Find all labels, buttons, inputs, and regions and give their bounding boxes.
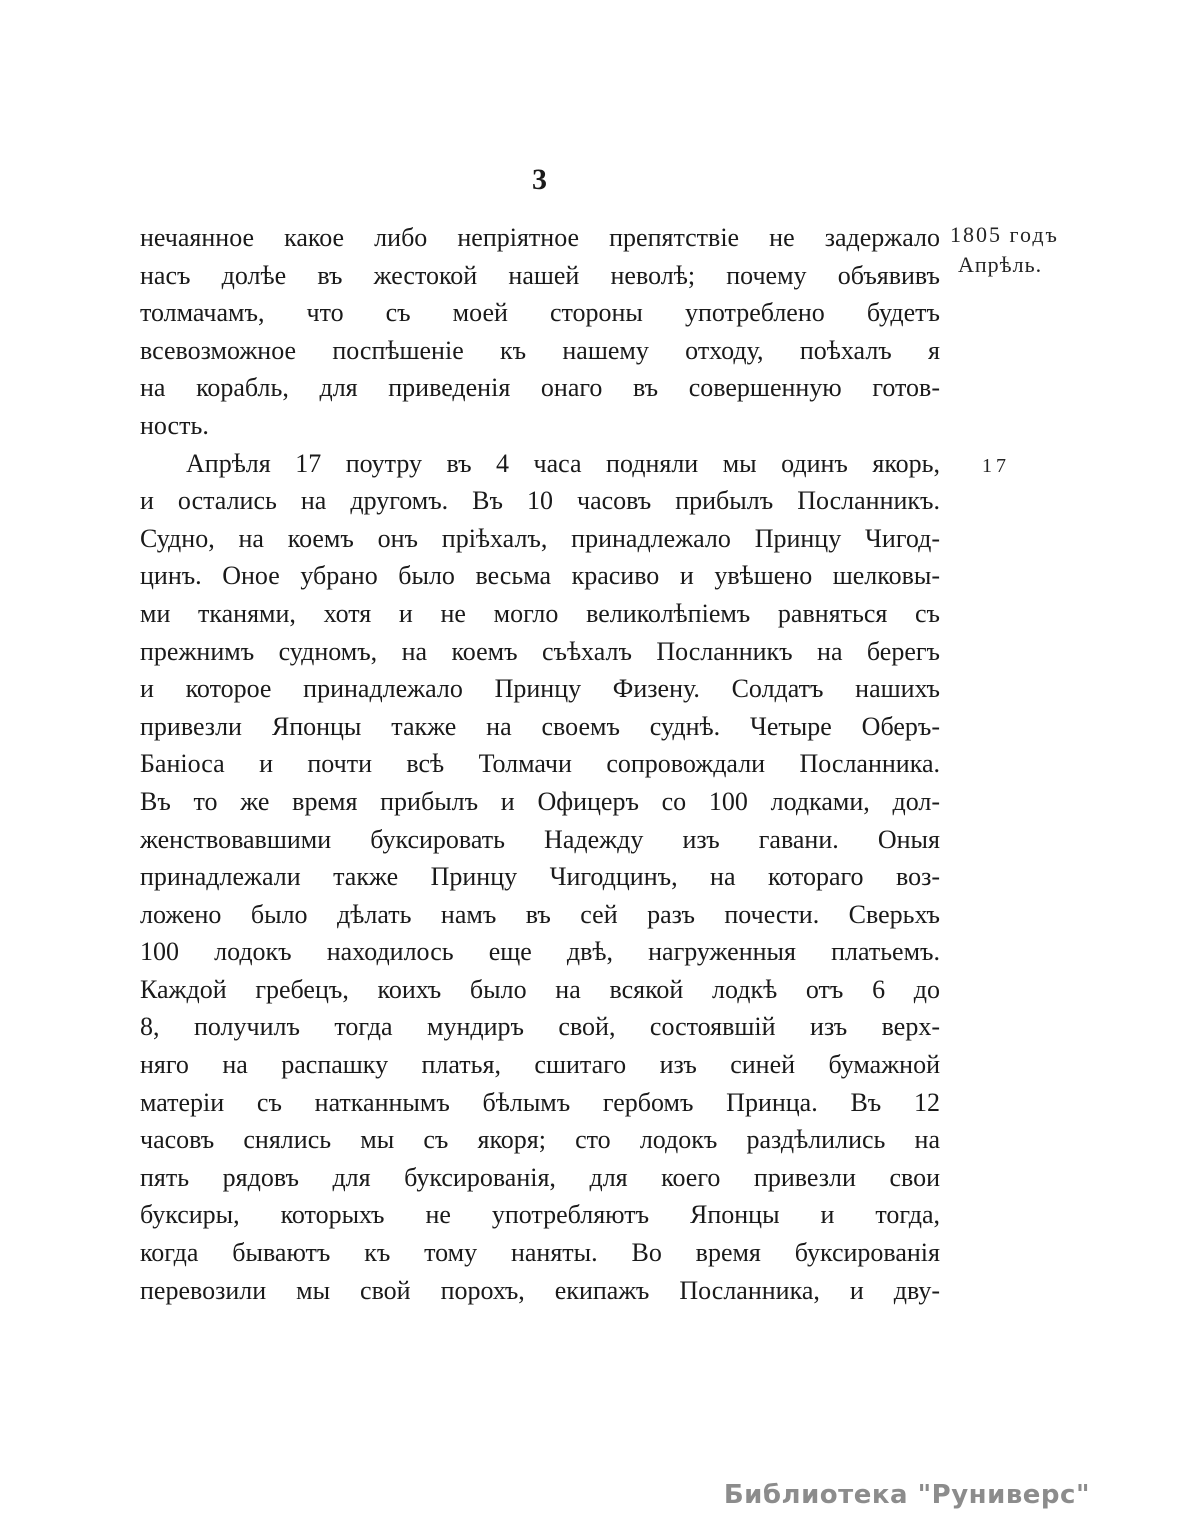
text-line: привезли Японцы также на своемъ суднѣ. Четыре Оберъ- xyxy=(140,711,940,741)
page-number: 3 xyxy=(532,163,548,196)
text-line: и остались на другомъ. Въ 10 часовъ прибылъ Посланникъ. xyxy=(140,486,940,516)
body-text xyxy=(140,219,940,1309)
text-line: нечаянное какое либо непріятное препятствіе не задержало xyxy=(140,223,940,252)
text-line: ми тканями, хотя и не могло великолѣпіемъ равняться съ xyxy=(140,598,940,628)
text-line: и которое принадлежало Принцу Физену. Солдатъ нашихъ xyxy=(140,674,940,704)
text-line: перевозили мы свой порохъ, екипажъ Посланника, и дву- xyxy=(140,1275,940,1305)
text-line: Каждой гребецъ, коихъ было на всякой лодкѣ отъ 6 до xyxy=(140,974,940,1004)
text-line: Судно, на коемъ онъ пріѣхалъ, принадлежало Принцу Чигод- xyxy=(140,523,940,553)
text-line: всевозможное поспѣшеніе къ нашему отходу, поѣхалъ я xyxy=(140,335,940,365)
text-line: ложено было дѣлать намъ въ сей разъ почести. Сверьхъ xyxy=(140,899,940,929)
text-line: Баніоса и почти всѣ Толмачи сопровождали Посланника. xyxy=(140,749,940,779)
text-line: 100 лодокъ находилось еще двѣ, нагруженныя платьемъ. xyxy=(140,937,940,967)
text-line: насъ долѣе въ жестокой нашей неволѣ; почему объявивъ xyxy=(140,260,940,290)
text-line: когда бываютъ къ тому наняты. Во время буксированія xyxy=(140,1238,940,1268)
text-line: часовъ снялись мы съ якоря; сто лодокъ раздѣлились на xyxy=(140,1125,940,1155)
text-line: Апрѣля 17 поутру въ 4 часа подняли мы одинъ якорь, xyxy=(186,448,940,478)
text-line: толмачамъ, что съ моей стороны употреблено будетъ xyxy=(140,298,940,328)
margin-note-day: 17 xyxy=(982,455,1010,477)
text-line: принадлежали также Принцу Чигодцинъ, на котораго воз- xyxy=(140,862,940,892)
text-line: буксиры, которыхъ не употребляютъ Японцы и тогда, xyxy=(140,1200,940,1230)
text-line: цинъ. Оное убрано было весьма красиво и увѣшено шелковы- xyxy=(140,561,940,591)
text-line: няго на распашку платья, сшитаго изъ синей бумажной xyxy=(140,1050,940,1080)
text-line: пять рядовъ для буксированія, для коего привезли свои xyxy=(140,1162,940,1192)
margin-note-month: Апрѣль. xyxy=(958,252,1043,277)
text-line: женствовавшими буксировать Надежду изъ гавани. Оныя xyxy=(140,824,940,854)
text-line: ность. xyxy=(140,410,209,440)
text-line: матеріи съ натканнымъ бѣлымъ гербомъ Принца. Въ 12 xyxy=(140,1087,940,1117)
text-line: Въ то же время прибылъ и Офицеръ со 100 лодками, дол- xyxy=(140,786,940,816)
text-line: прежнимъ судномъ, на коемъ съѣхалъ Посланникъ на берегъ xyxy=(140,636,940,666)
text-line: 8, получилъ тогда мундиръ свой, состоявшій изъ верх- xyxy=(140,1012,940,1042)
text-line: на корабль, для приведенія онаго въ совершенную готов- xyxy=(140,373,940,403)
margin-note-year: 1805 годъ xyxy=(950,222,1059,247)
library-watermark: Библиотека "Руниверс" xyxy=(723,1480,1090,1510)
